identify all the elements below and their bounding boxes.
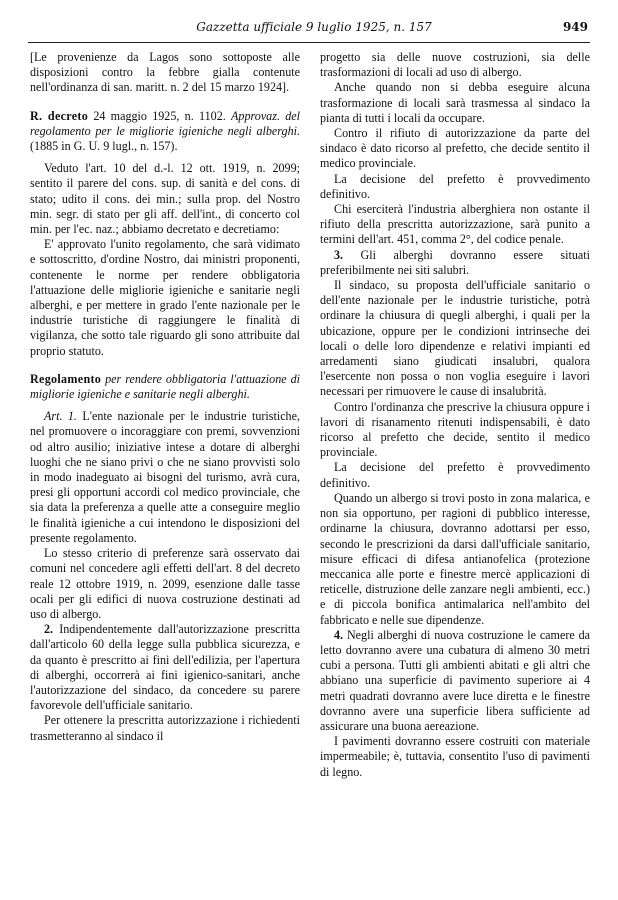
paragraph-progetto: progetto sia delle nuove costruzioni, sia delle trasformazioni di locali ad uso di albergo. [320, 50, 590, 80]
paragraph-chi: Chi eserciterà l'industria alberghiera non ostante il rifiuto della prescritta autorizzazione, sarà punito a termini dell'art. 451, comma 2°, del codice penale. [320, 202, 590, 247]
article-1 [30, 409, 300, 546]
header-rule [28, 42, 590, 43]
regolamento-heading [30, 372, 300, 402]
article-2-label: 2. [44, 622, 54, 637]
paragraph-anche: Anche quando non si debba eseguire alcuna trasformazione di locali sarà trasmessa al sindaco la pianta di tutti i locali da occupare. [320, 80, 590, 125]
decree-date: 24 maggio 1925, n. 1102. [88, 108, 232, 123]
article-3-text: Gli alberghi dovranno essere situati preferibilmente nei siti salubri. [320, 247, 590, 277]
regolamento-title: per rendere obbligatoria l'attuazione di migliorie igieniche e sanitarie negli alberghi. [30, 371, 300, 402]
paragraph-decisione-2: La decisione del prefetto è provvedimento definitivo. [320, 460, 590, 490]
paragraph-quando: Quando un albergo si trovi posto in zona malarica, e non sia opportuno, per ragioni di pubblico interesse, ordinarne la chiusura, dovranno adottarsi per esso, secondo le prescrizioni da darsi dall'ufficiale sanitario, misure efficaci di difesa antianofelica (protezione meccanica alle porte e finestre mercè applicazioni di reticelle, distruzione delle zanzare negli ambienti, ecc.) e di piccola bonifica antimalarica nell'ambito del fabbricato e nelle sue dipendenze. [320, 490, 590, 627]
decree-prefix: R. decreto [30, 108, 89, 123]
decree-heading [30, 109, 300, 155]
paragraph-decisione-1: La decisione del prefetto è provvedimento definitivo. [320, 171, 590, 201]
paragraph-pavimenti: I pavimenti dovranno essere costruiti con materiale impermeabile; è, tuttavia, consentito l'uso di pavimenti di legno. [320, 734, 590, 779]
paragraph-criterio: Lo stesso criterio di preferenze sarà osservato dai comuni nel concedere agli effetti dell'art. 8 del decreto reale 12 ottobre 1919, n. 2099, esenzione dalle tasse ocali per gli edifici di nuova costruzione destinati ad uso di albergo. [30, 546, 300, 621]
decree-ref: (1885 in G. U. 9 lugl., n. 157). [30, 139, 178, 154]
paragraph-sindaco: Il sindaco, su proposta dell'ufficiale sanitario o dell'ente nazionale per le industrie turistiche, potrà ordinare la chiusura di quegli alberghi, i quali per la ubicazione, oppure per le condizioni intrinseche dei locali o delle loro dipendenze e relativi impianti ed arredamenti siano giudicati insalubri, qualora l'esercente non possa o non voglia eseguire i lavori necessari per rimuovere le cause di insalubrità. [320, 278, 590, 399]
left-column [30, 50, 300, 744]
article-3-label: 3. [334, 247, 344, 262]
page-number: 949 [562, 20, 588, 34]
article-3 [320, 248, 590, 278]
article-4-text: Negli alberghi di nuova costruzione le camere da letto dovranno avere una cubatura di almeno 30 metri cubi a persona. Tutti gli ambienti abitati e gli altri che abbiano una superficie di pavimento superiore ai 4 metri quadrati dovranno avere luce diretta e le finestre dovranno avere una superficie libera sufficiente ad assicurare una buona aereazione. [320, 627, 590, 733]
article-1-label: Art. 1. [44, 409, 77, 424]
article-4 [320, 628, 590, 734]
paragraph-ottenere: Per ottenere la prescritta autorizzazione i richiedenti trasmetteranno al sindaco il [30, 713, 300, 743]
decree-title: Approvaz. del regolamento per le migliorie igieniche negli alberghi. [30, 108, 300, 138]
article-1-text: L'ente nazionale per le industrie turistiche, nel promuovere o incoraggiare con premi, sovvenzioni od altro ausilio; iniziative intese a dotare di alberghi luoghi che ne siano privi o che ne siano provvisti solo in modo inadeguato ai bisogni del turismo, avrà cura, presi gli opportuni accordi col medico provinciale, che sia data la preferenza a quelle atte a conseguire meglio le finalità igieniche a cui intendono le disposizioni del presente regolamento. [30, 409, 300, 545]
article-4-label: 4. [334, 627, 344, 642]
paragraph-approvato: E' approvato l'unito regolamento, che sarà vidimato e sottoscritto, d'ordine Nostro, dai ministri proponenti, contenente le norme per rendere obbligatoria l'attuazione delle migliorie igieniche e sanitarie negli alberghi, e per mettere in grado l'ente nazionale per le industrie turistiche di raggiungere le finalità di vigilanza, che sotto tale riguardo gli sono attribuite dal proprio statuto. [30, 237, 300, 358]
running-title: Gazzetta ufficiale 9 luglio 1925, n. 157 [196, 20, 432, 34]
page-header [40, 20, 588, 40]
paragraph-rifiuto: Contro il rifiuto di autorizzazione da parte del sindaco è dato ricorso al prefetto, che decide sentito il medico provinciale. [320, 126, 590, 171]
regolamento-label: Regolamento [30, 371, 102, 386]
article-2-text: Indipendentemente dall'autorizzazione prescritta dall'articolo 60 della legge sulla pubblica sicurezza, e da quanto è prescritto ai fini dell'edilizia, per l'apertura di alberghi, occorrerà ai fini igienico-sanitari, anche l'autorizzazione del sindaco, da concedere su parere favorevole dell'ufficiale sanitario. [30, 622, 300, 713]
paragraph-veduto: Veduto l'art. 10 del d.-l. 12 ott. 1919, n. 2099; sentito il parere del cons. sup. di sanità e del cons. di stato; udito il cons. dei min.; sulla prop. del Nostro min. segr. di stato per gli aff. dell'int., di concerto col min. per l'ec. naz.; abbiamo decretato e decretiamo: [30, 161, 300, 237]
right-column [320, 50, 590, 780]
article-2 [30, 622, 300, 713]
lagos-note: [Le provenienze da Lagos sono sottoposte alle disposizioni contro la febbre gialla contenute nell'ordinanza di san. maritt. n. 2 del 15 marzo 1924]. [30, 50, 300, 95]
paragraph-ordinanza: Contro l'ordinanza che prescrive la chiusura oppure i lavori di risanamento ritenuti indispensabili, è dato ricorso al prefetto che decide, sentito il medico provinciale. [320, 399, 590, 460]
